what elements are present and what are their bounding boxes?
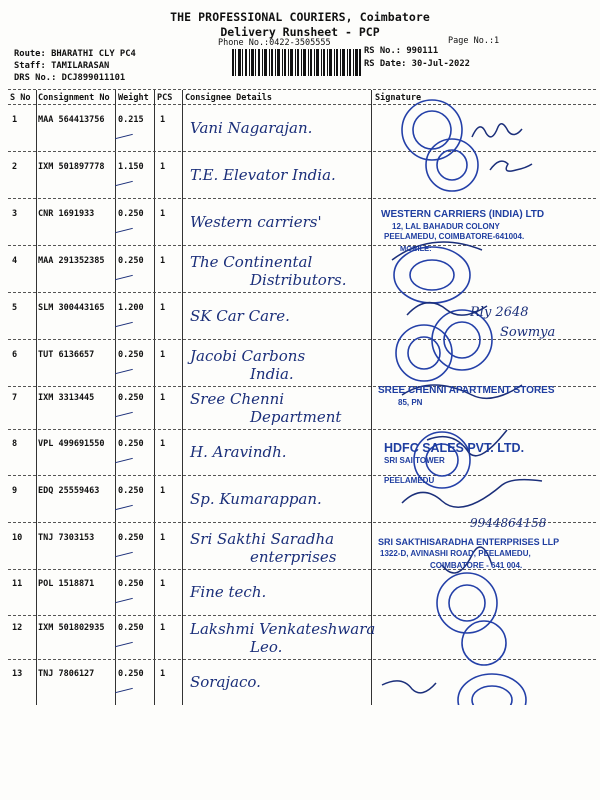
row-consignment-no: TNJ 7806127 xyxy=(38,669,95,679)
check-tick-mark xyxy=(115,275,133,280)
row-consignee: Sree Chenni xyxy=(190,390,285,408)
stamp-address: 1322-D, AVINASHI ROAD, PEELAMEDU, xyxy=(380,549,531,558)
row-weight: 0.250 xyxy=(118,439,144,449)
row-consignee: Sri Sakthi Saradha xyxy=(190,530,335,548)
col-sno: S No xyxy=(10,93,31,103)
row-consignment-no: EDQ 25559463 xyxy=(38,486,100,496)
signature-note: Rly 2648 xyxy=(470,305,529,320)
stamp-mobile: MOBILE: xyxy=(400,244,432,253)
stamp-address: SRI SAI TOWER xyxy=(384,456,445,465)
col-divider xyxy=(36,90,37,705)
check-tick-mark xyxy=(115,369,133,374)
row-weight: 0.250 xyxy=(118,669,144,679)
check-tick-mark xyxy=(115,505,133,510)
staff-label: Staff: TAMILARASAN xyxy=(14,61,110,71)
row-sno: 2 xyxy=(12,162,18,172)
row-consignment-no: TNJ 7303153 xyxy=(38,533,95,543)
row-consignment-no: TUT 6136657 xyxy=(38,350,95,360)
row-consignment-no: IXM 3313445 xyxy=(38,393,95,403)
row-sno: 11 xyxy=(12,579,23,589)
row-sno: 10 xyxy=(12,533,23,543)
row-sno: 3 xyxy=(12,209,18,219)
row-consignee-line2: enterprises xyxy=(250,548,337,566)
row-pcs: 1 xyxy=(160,533,166,543)
row-consignment-no: SLM 300443165 xyxy=(38,303,105,313)
check-tick-mark xyxy=(115,228,133,233)
row-consignee: T.E. Elevator India. xyxy=(190,166,336,184)
row-sno: 6 xyxy=(12,350,18,360)
col-divider xyxy=(115,90,116,705)
row-pcs: 1 xyxy=(160,439,166,449)
table-top-rule xyxy=(8,89,596,90)
row-pcs: 1 xyxy=(160,303,166,313)
drs-label: DRS No.: DCJ899011101 xyxy=(14,73,126,83)
check-tick-mark xyxy=(115,688,133,693)
row-consignment-no: POL 1518871 xyxy=(38,579,95,589)
row-consignee: Western carriers' xyxy=(190,213,322,231)
col-consignee: Consignee Details xyxy=(185,93,272,103)
stamp-address: PEELAMEDU xyxy=(384,476,435,485)
row-consignment-no: MAA 291352385 xyxy=(38,256,105,266)
col-weight: Weight xyxy=(118,93,149,103)
page-number: Page No.:1 xyxy=(448,36,500,46)
sheet-subtitle: Delivery Runsheet - PCP xyxy=(220,25,380,39)
check-tick-mark xyxy=(115,181,133,186)
row-weight: 0.250 xyxy=(118,579,144,589)
row-consignee: Jacobi Carbons xyxy=(190,347,306,365)
signature-name: Sowmya xyxy=(500,325,556,340)
row-consignee: Sorajaco. xyxy=(190,673,261,691)
row-consignee: Vani Nagarajan. xyxy=(190,119,313,137)
row-weight: 0.250 xyxy=(118,533,144,543)
row-consignment-no: CNR 1691933 xyxy=(38,209,95,219)
row-weight: 1.200 xyxy=(118,303,144,313)
check-tick-mark xyxy=(115,458,133,463)
row-sno: 9 xyxy=(12,486,18,496)
col-divider xyxy=(154,90,155,705)
row-weight: 0.250 xyxy=(118,623,144,633)
row-sno: 1 xyxy=(12,115,18,125)
check-tick-mark xyxy=(115,134,133,139)
col-consignment: Consignment No xyxy=(38,93,110,103)
barcode-image xyxy=(232,49,362,76)
row-pcs: 1 xyxy=(160,669,166,679)
check-tick-mark xyxy=(115,552,133,557)
row-consignee-line2: Leo. xyxy=(250,638,283,656)
row-consignee: Fine tech. xyxy=(190,583,267,601)
stamp-address: COIMBATORE - 641 004. xyxy=(430,561,523,570)
row-consignment-no: IXM 501802935 xyxy=(38,623,105,633)
stamp-western-carriers: WESTERN CARRIERS (INDIA) LTD xyxy=(381,209,545,220)
row-consignee-line2: Distributors. xyxy=(250,271,347,289)
row-pcs: 1 xyxy=(160,486,166,496)
row-sno: 7 xyxy=(12,393,18,403)
row-weight: 0.250 xyxy=(118,486,144,496)
row-weight: 0.250 xyxy=(118,209,144,219)
row-consignee: SK Car Care. xyxy=(190,307,290,325)
row-weight: 0.250 xyxy=(118,393,144,403)
col-signature: Signature xyxy=(375,93,422,103)
check-tick-mark xyxy=(115,322,133,327)
row-consignment-no: IXM 501897778 xyxy=(38,162,105,172)
route-label: Route: BHARATHI CLY PC4 xyxy=(14,49,136,59)
check-tick-mark xyxy=(115,412,133,417)
row-sno: 13 xyxy=(12,669,23,679)
row-consignee: Sp. Kumarappan. xyxy=(190,490,322,508)
stamp-sri-sakthi: SRI SAKTHISARADHA ENTERPRISES LLP xyxy=(378,537,560,547)
rs-number: RS No.: 990111 xyxy=(364,46,439,56)
stamp-hdfc: HDFC SALES PVT. LTD. xyxy=(384,441,525,455)
row-pcs: 1 xyxy=(160,393,166,403)
row-consignee: H. Aravindh. xyxy=(190,443,287,461)
row-consignment-no: VPL 499691550 xyxy=(38,439,105,449)
rs-date: RS Date: 30-Jul-2022 xyxy=(364,59,470,69)
row-pcs: 1 xyxy=(160,162,166,172)
row-consignment-no: MAA 564413756 xyxy=(38,115,105,125)
row-pcs: 1 xyxy=(160,209,166,219)
stamp-address: 12, LAL BAHADUR COLONY xyxy=(392,222,500,231)
col-divider xyxy=(182,90,183,705)
row-consignee: Lakshmi Venkateshwara xyxy=(190,620,376,638)
row-consignee-line2: India. xyxy=(250,365,294,383)
row-consignee-line2: Department xyxy=(250,408,342,426)
row-sno: 12 xyxy=(12,623,23,633)
row-sno: 8 xyxy=(12,439,18,449)
signature-phone: 9944864158 xyxy=(470,516,547,530)
row-pcs: 1 xyxy=(160,350,166,360)
sheet-title: THE PROFESSIONAL COURIERS, Coimbatore xyxy=(170,10,430,24)
col-pcs: PCS xyxy=(157,93,173,103)
check-tick-mark xyxy=(115,598,133,603)
row-weight: 1.150 xyxy=(118,162,144,172)
row-pcs: 1 xyxy=(160,623,166,633)
row-pcs: 1 xyxy=(160,115,166,125)
stamp-address: PEELAMEDU, COIMBATORE-641004. xyxy=(384,232,525,241)
row-weight: 0.250 xyxy=(118,350,144,360)
row-pcs: 1 xyxy=(160,579,166,589)
row-weight: 0.250 xyxy=(118,256,144,266)
row-weight: 0.215 xyxy=(118,115,144,125)
row-sno: 5 xyxy=(12,303,18,313)
stamp-sree-chenni: SREE CHENNI APARTMENT STORES xyxy=(378,385,555,396)
phone-number: Phone No.:0422-3505555 xyxy=(218,38,331,48)
row-pcs: 1 xyxy=(160,256,166,266)
check-tick-mark xyxy=(115,642,133,647)
row-consignee: The Continental xyxy=(190,253,313,271)
row-sno: 4 xyxy=(12,256,18,266)
stamp-address: 85, PN xyxy=(398,398,423,407)
